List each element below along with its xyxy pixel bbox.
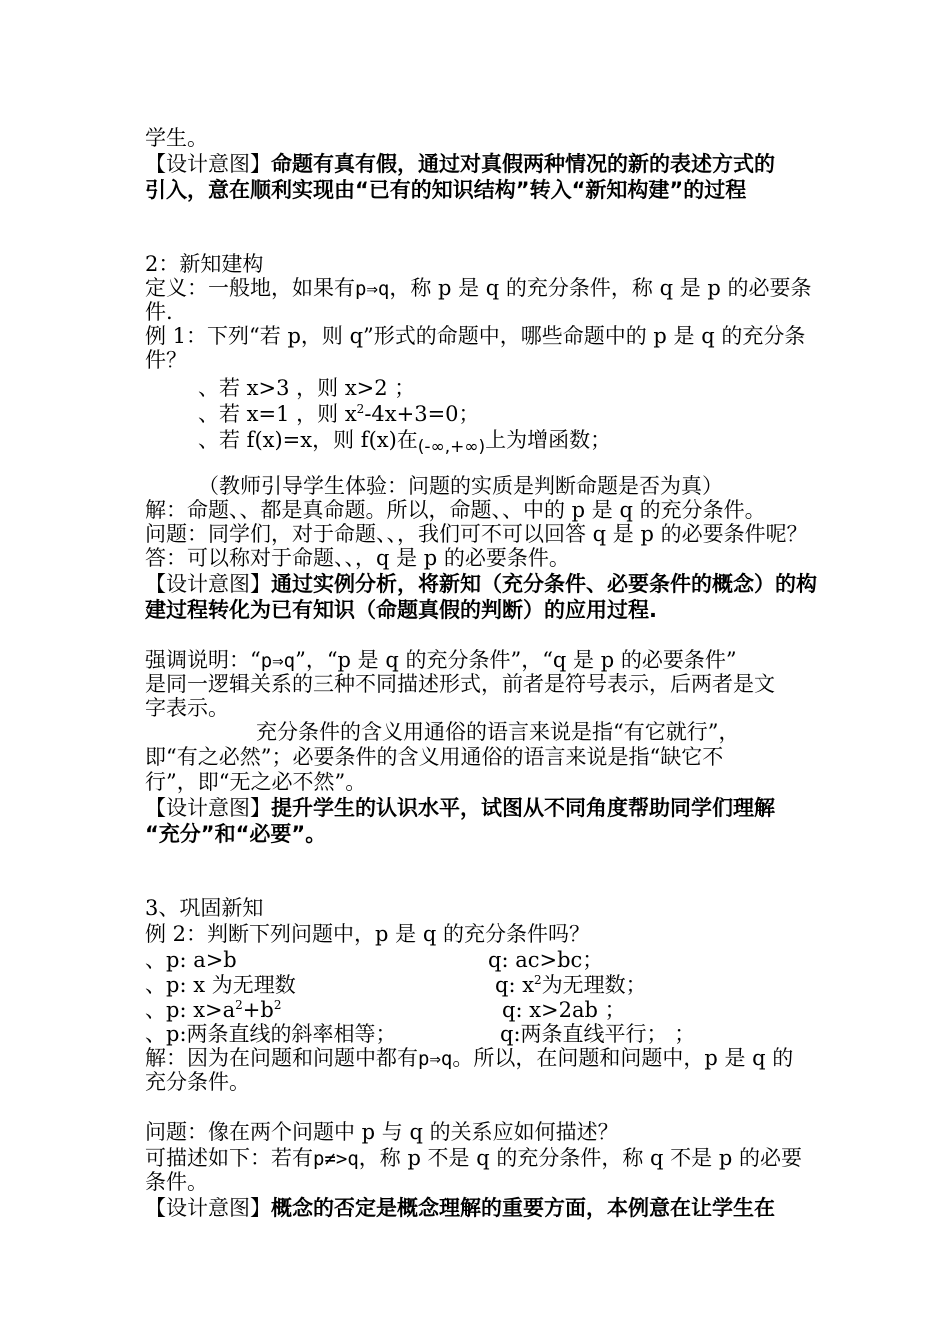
example-2-q-4: q:两条直线平行； ；: [500, 1022, 696, 1046]
design-intent-2-cont: 建过程转化为已有知识（命题真假的判断）的应用过程.: [145, 598, 657, 622]
example-2-p-4: 、p:两条直线的斜率相等；: [145, 1022, 397, 1046]
example-2-p-3: 、p: $x>a^2+b^2$: [145, 998, 282, 1022]
example-1-item-3: 、若 f(x)=x，则 f(x)在$_{(-\infty,+\infty)}$上为增函数；: [198, 428, 612, 457]
emphasis: 强调说明：“p⇒q”，“p 是 q 的充分条件”，“q 是 p 的必要条件”: [145, 648, 737, 672]
intent-tag: 【设计意图】: [145, 796, 271, 820]
section-heading-3: 3、巩固新知: [145, 896, 264, 920]
example-2: 例 2：判断下列问题中，p 是 q 的充分条件吗？: [145, 922, 590, 946]
implies-symbol: p⇒q: [355, 278, 390, 300]
teacher-note: （教师引导学生体验：问题的实质是判断命题是否为真）: [198, 474, 723, 498]
example-2-q-3: q: x>2ab ；: [502, 998, 626, 1022]
emphasis-cont: 行”，即“无之必不然”。: [145, 770, 367, 794]
example-2-p-2: 、p: x 为无理数: [145, 973, 296, 997]
definition-cont: 件.: [145, 300, 173, 324]
emphasis-cont: 字表示。: [145, 696, 229, 720]
solution-1: 解：命题、、都是真命题。所以，命题、、中的 p 是 q 的充分条件。: [145, 498, 766, 522]
solution-2: 解：因为在问题和问题中都有p⇒q。所以，在问题和问题中，p 是 q 的: [145, 1046, 794, 1070]
section-heading-2: 2：新知建构: [145, 252, 264, 276]
text-line: 学生。: [145, 126, 208, 150]
example-2-p-1: 、p: a>b: [145, 948, 237, 972]
description-cont: 条件。: [145, 1170, 208, 1194]
example-2-q-2: q: $x^2$为无理数；: [495, 973, 647, 997]
question-1: 问题：同学们，对于命题、、，我们可不可以回答 q 是 p 的必要条件呢？: [145, 522, 808, 546]
intent-tag: 【设计意图】: [145, 572, 271, 596]
example-1-item-1: 、若 x>3 ，则 x>2 ；: [198, 376, 416, 400]
example-1: 例 1：下列“若 p，则 q”形式的命题中，哪些命题中的 p 是 q 的充分条: [145, 324, 806, 348]
design-intent-3-cont: “充分”和“必要”。: [145, 822, 327, 846]
design-intent-1-cont: 引入，意在顺利实现由“已有的知识结构”转入“新知构建”的过程: [145, 178, 747, 202]
emphasis-cont: 即“有之必然”；必要条件的含义用通俗的语言来说是指“缺它不: [145, 745, 724, 769]
intent-tag: 【设计意图】: [145, 152, 271, 176]
design-intent-3: 【设计意图】提升学生的认识水平，试图从不同角度帮助同学们理解: [145, 796, 775, 820]
design-intent-1: 【设计意图】命题有真有假，通过对真假两种情况的新的表述方式的: [145, 152, 775, 176]
not-implies-symbol: p≠>q: [313, 1148, 359, 1170]
definition: 定义：一般地，如果有p⇒q，称 p 是 q 的充分条件，称 q 是 p 的必要条: [145, 276, 812, 300]
implies-symbol: p⇒q: [418, 1048, 453, 1070]
answer-1: 答：可以称对于命题、、，q 是 p 的必要条件。: [145, 546, 570, 570]
implies-symbol: p⇒q: [260, 650, 296, 672]
example-1-cont: 件？: [145, 348, 187, 372]
emphasis-cont: 充分条件的含义用通俗的语言来说是指“有它就行”，: [256, 720, 740, 744]
emphasis-cont: 是同一逻辑关系的三种不同描述形式，前者是符号表示，后两者是文: [145, 672, 775, 696]
question-2: 问题：像在两个问题中 p 与 q 的关系应如何描述？: [145, 1120, 619, 1144]
example-2-q-1: q: ac>bc；: [488, 948, 604, 972]
description: 可描述如下：若有p≠>q，称 p 不是 q 的充分条件，称 q 不是 p 的必要: [145, 1146, 802, 1170]
example-1-item-2: 、若 x=1 ，则 $x^2-4x+3=0$；: [198, 402, 480, 426]
design-intent-4: 【设计意图】概念的否定是概念理解的重要方面，本例意在让学生在: [145, 1196, 775, 1220]
interval: (-∞,+∞): [417, 437, 486, 457]
solution-2-cont: 充分条件。: [145, 1070, 250, 1094]
intent-tag: 【设计意图】: [145, 1196, 271, 1220]
design-intent-2: 【设计意图】通过实例分析，将新知（充分条件、必要条件的概念）的构: [145, 572, 817, 596]
